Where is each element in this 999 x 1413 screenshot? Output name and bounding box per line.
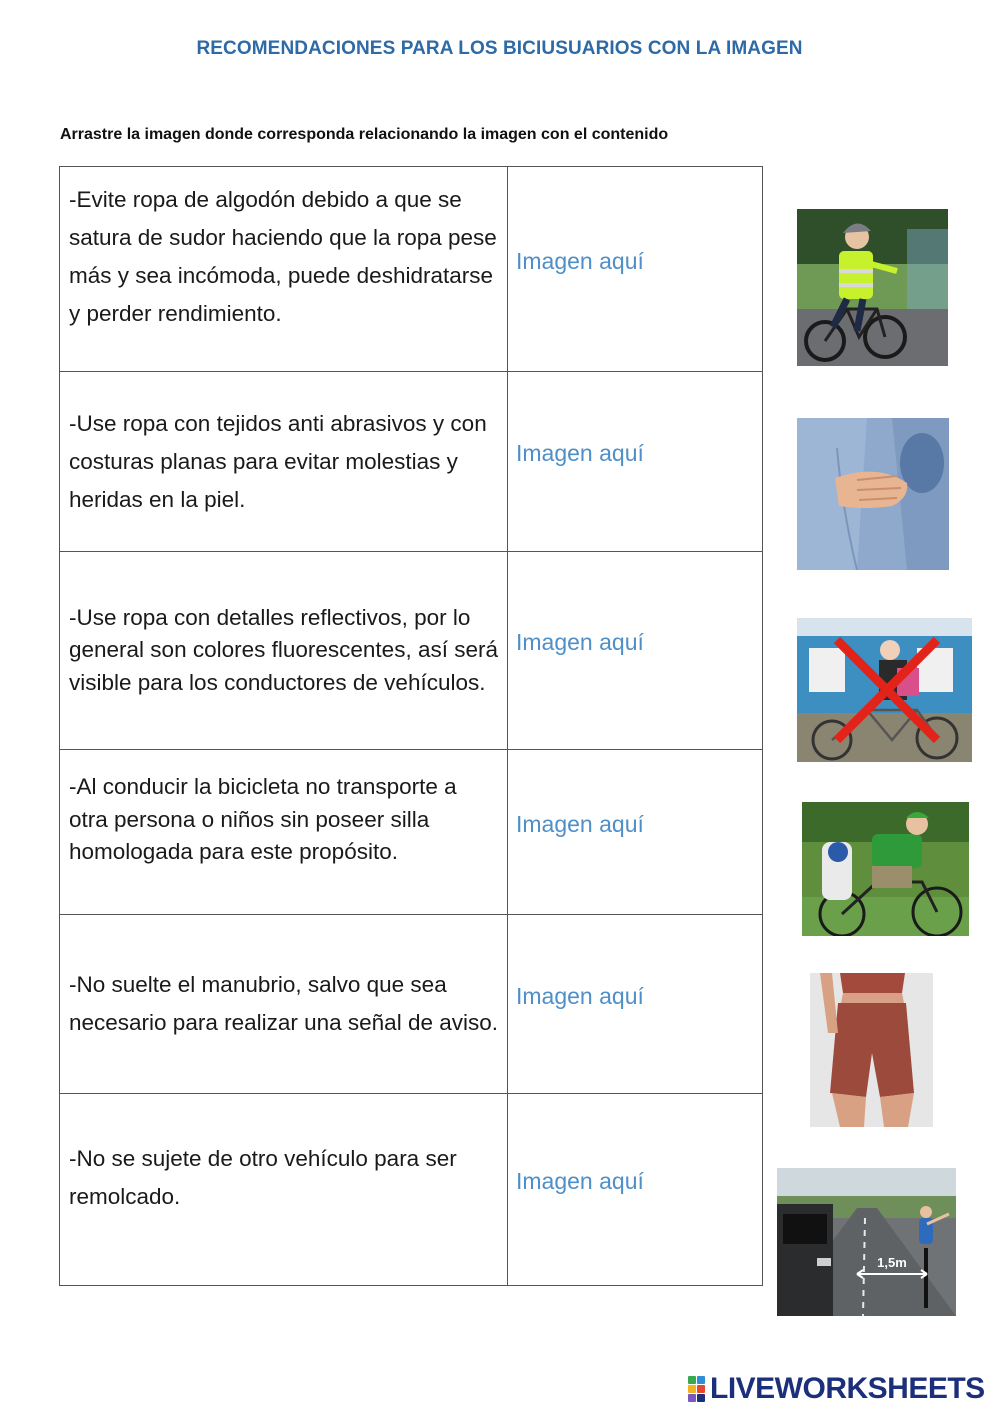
row-text: -No suelte el manubrio, salvo que sea necesario para realizar una señal de aviso. bbox=[69, 972, 499, 1035]
row-text-cell bbox=[60, 1094, 508, 1286]
row-text-cell bbox=[60, 750, 508, 915]
sweaty-cotton-shirt-photo[interactable] bbox=[797, 418, 949, 570]
drop-zone[interactable] bbox=[508, 750, 763, 915]
row-text: -Use ropa con tejidos anti abrasivos y con costuras planas para evitar molestias y heridas en la piel. bbox=[69, 410, 487, 512]
table-row bbox=[60, 915, 763, 1094]
child-bike-seat-icon bbox=[802, 802, 969, 936]
drop-zone[interactable] bbox=[508, 167, 763, 372]
distance-label: 1,5m bbox=[877, 1255, 907, 1270]
cycling-shorts-icon bbox=[810, 973, 933, 1127]
cycling-shorts-photo[interactable] bbox=[810, 973, 933, 1127]
table-row bbox=[60, 1094, 763, 1286]
table-row bbox=[60, 372, 763, 552]
drop-zone-label: Imagen aquí bbox=[516, 440, 644, 466]
row-text: -Evite ropa de algodón debido a que se satura de sudor haciendo que la ropa pese más y sea incómoda, puede deshidratarse y perder rendimiento. bbox=[69, 187, 497, 326]
cyclist-carrying-child-crossed-out-icon bbox=[797, 618, 972, 762]
row-text: -Al conducir la bicicleta no transporte a otra persona o niños sin poseer silla homologada para este propósito. bbox=[69, 774, 457, 865]
table-row bbox=[60, 167, 763, 372]
row-text-cell bbox=[60, 915, 508, 1094]
row-text-cell bbox=[60, 372, 508, 552]
car-passing-cyclist-photo[interactable] bbox=[777, 1168, 956, 1316]
child-cyclist-reflective-vest-photo[interactable] bbox=[797, 209, 948, 366]
row-text-cell bbox=[60, 552, 508, 750]
logo-text: LIVEWORKSHEETS bbox=[710, 1372, 985, 1405]
logo-mark-icon bbox=[688, 1376, 705, 1402]
drop-zone-label: Imagen aquí bbox=[516, 247, 644, 274]
row-text: -Use ropa con detalles reflectivos, por lo general son colores fluorescentes, así será visible para los conductores de vehículos. bbox=[69, 604, 498, 695]
sweaty-cotton-shirt-icon bbox=[797, 418, 949, 570]
drop-zone-label: Imagen aquí bbox=[516, 810, 644, 837]
cyclist-carrying-child-crossed-out-photo[interactable] bbox=[797, 618, 972, 762]
matching-table bbox=[59, 166, 763, 1286]
row-text-cell bbox=[60, 167, 508, 372]
instruction-text: Arrastre la imagen donde corresponda relacionando la imagen con el contenido bbox=[60, 126, 669, 143]
drop-zone[interactable] bbox=[508, 1094, 763, 1286]
liveworksheets-logo bbox=[688, 1372, 985, 1406]
drop-zone-label: Imagen aquí bbox=[516, 1168, 644, 1194]
drop-zone-label: Imagen aquí bbox=[516, 982, 644, 1009]
drop-zone[interactable] bbox=[508, 915, 763, 1094]
drop-zone-label: Imagen aquí bbox=[516, 629, 644, 655]
car-passing-cyclist-icon bbox=[777, 1168, 956, 1316]
child-bike-seat-photo[interactable] bbox=[802, 802, 969, 936]
row-text: -No se sujete de otro vehículo para ser remolcado. bbox=[69, 1145, 457, 1209]
page-title: RECOMENDACIONES PARA LOS BICIUSUARIOS CON LA IMAGEN bbox=[196, 38, 803, 59]
child-cyclist-reflective-vest-icon bbox=[797, 209, 948, 366]
drop-zone[interactable] bbox=[508, 372, 763, 552]
table-row bbox=[60, 750, 763, 915]
drop-zone[interactable] bbox=[508, 552, 763, 750]
table-row bbox=[60, 552, 763, 750]
